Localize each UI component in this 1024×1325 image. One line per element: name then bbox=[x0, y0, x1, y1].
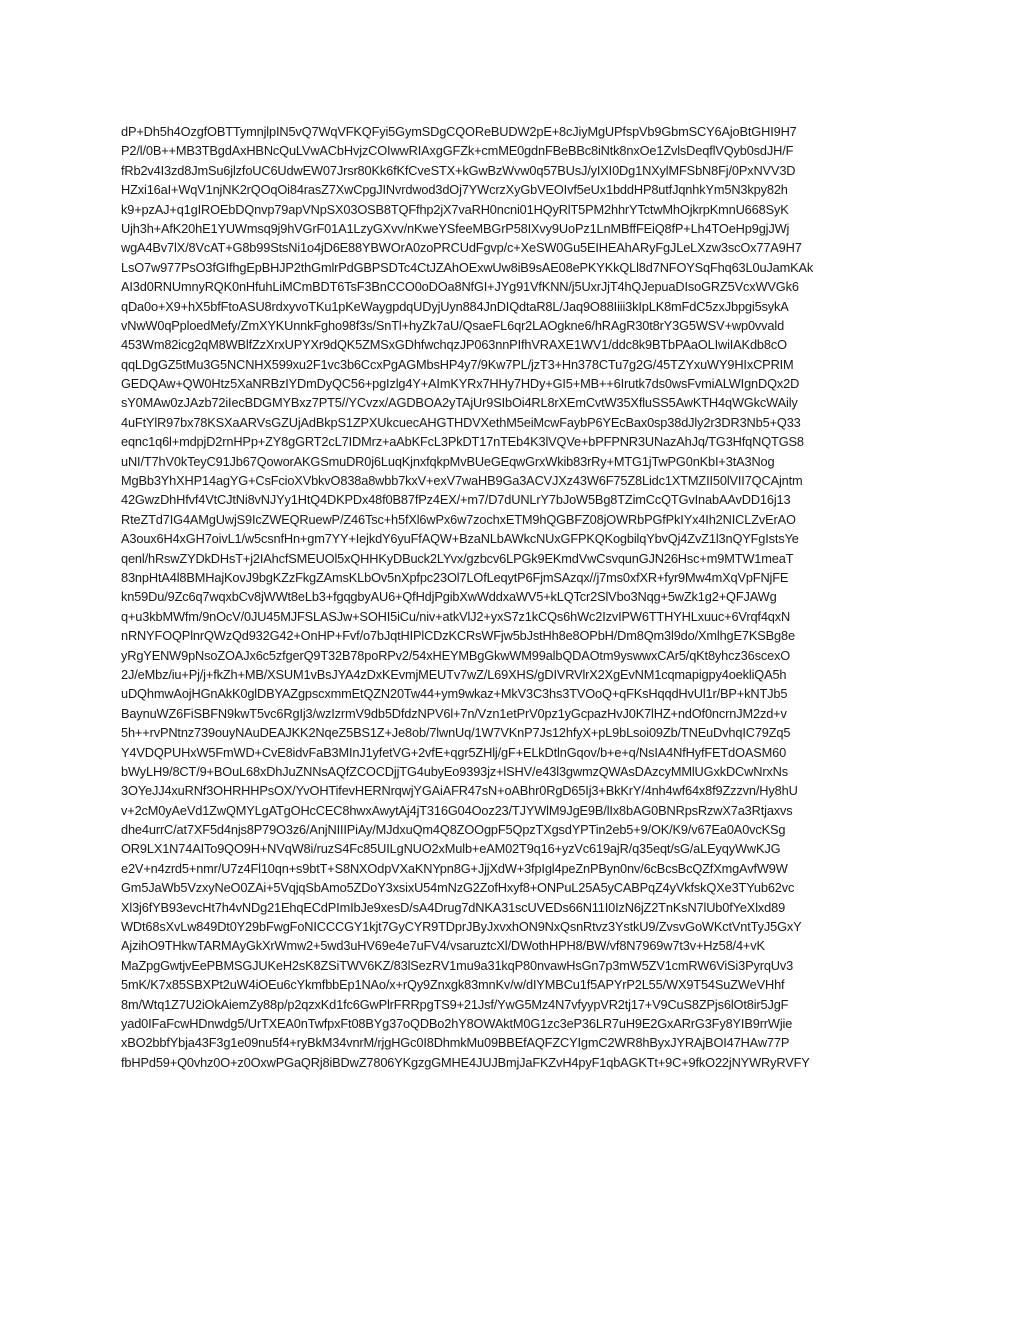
text-line: 2J/eMbz/iu+Pj/j+fkZh+MB/XSUM1vBsJYA4zDxKEvmjMEUTv7wZ/L69XHS/gDIVRVlrX2XgEvNM1cqmapigpy4oekliQA5h bbox=[121, 666, 787, 682]
text-line: q+u3kbMWfm/9nOcV/0JU45MJFSLASJw+SOHI5iCu/niv+atkVlJ2+yxS7z1kCQs6hWc2IzvIPW6TTHYHLxuuc+6Vrqf4qxN bbox=[121, 608, 791, 624]
text-line: MgBb3YhXHP14agYG+CsFcioXVbkvO838a8wbb7kxV+exV7waHB9Ga3ACVJXz43W6F75Z8Lidc1XTMZII50lVII7QCAjntm bbox=[121, 473, 803, 489]
text-line: AI3d0RNUmnyRQK0nHfuhLiMCmBDT6TsF3BnCCO0oDOa8NfGI+JYg91VfKNN/j5UxrJjT4hQJepuaDIsoGRZ5VcxWVGk6 bbox=[121, 279, 799, 295]
text-line: Ujh3h+AfK20hE1YUWmsq9j9hVGrF01A1LzyGXvv/nKweYSfeeMBGrP58IXvy9UoPz1LnMBffFEiQ8fP+Lh4TOeHp9gjJWj bbox=[121, 220, 790, 236]
text-line: MaZpgGwtjvEePBMSGJUKeH2sK8ZSiTWV6KZ/83lSezRV1mu9a31kqP80nvawHsGn7p3mW5ZV1cmRW6ViSi3PyrqUv3 bbox=[121, 957, 794, 973]
text-line: nRNYFOQPlnrQWzQd932G42+OnHP+Fvf/o7bJqtHIPlCDzKCRsWFjw5bJstHh8e8OPbH/Dm8Qm3l9do/XmlhgE7KSBg8e bbox=[121, 628, 795, 644]
text-line: Y4VDQPUHxW5FmWD+CvE8idvFaB3MInJ1yfetVG+2vfE+qgr5ZHlj/gF+ELkDtlnGqov/b+e+q/NsIA4NfHyfFETdOASM60 bbox=[121, 744, 787, 760]
text-line: qqLDgGZ5tMu3G5NCNHX599xu2F1vc3b6CcxPgAGMbsHP4y7/9Kw7PL/jzT3+Hn378CTu7g2G/45TZYxuWY9HIxCPRIM bbox=[121, 356, 794, 372]
text-line: OR9LX1N74AITo9QO9H+NVqW8i/ruzS4Fc85UILgNUO2xMulb+eAM02T9q16+yzVc619ajR/q35eqt/sG/aLEyqyWwKJG bbox=[121, 841, 781, 857]
text-line: dhe4urrC/at7XF5d4njs8P79O3z6/AnjNIIIPiAy/MJdxuQm4Q8ZOOgpF5QpzTXgsdYPTin2eb5+9/OK/K9/v67Ea0A0vcKSg bbox=[121, 822, 786, 838]
text-line: 4uFtYlR97bx78KSXaARVsGZUjAdBkpS1ZPXUkcuecAHGTHDVXethM5eiMcwFaybP6YEcBax0sp38dJly2r3DR3Nb5+Q33 bbox=[121, 414, 801, 430]
text-line: 5mK/K7x85SBXPt2uW4iOEu6cYkmfbbEp1NAo/x+rQy9Znxgk83mnKv/w/dIYMBCu1f5APYrP2L55/WX9T54SuZWeVHhf bbox=[121, 977, 785, 993]
text-line: e2V+n4zrd5+nmr/U7z4Fl10qn+s9btT+S8NXOdpVXaKNYpn8G+JjjXdW+3fpIgl4peZnPByn0nv/6cBcsBcQZfXmgAvfW9W bbox=[121, 860, 788, 876]
text-line: kn59Du/9Zc6q7wqxbCv8jWWt8eLb3+fgqgbyAU6+QfHdjPgibXwWddxaWV5+kLQTcr2SlVbo3Nqg+5wZk1g2+QFJAWg bbox=[121, 589, 777, 605]
text-line: RteZTd7IG4AMgUwjS9IcZWEQRuewP/Z46Tsc+h5fXl6wPx6w7zochxETM9hQGBFZ08jOWRbPGfPkIYx4Ih2NICLZvErAO bbox=[121, 511, 796, 527]
text-line: bWyLH9/8CT/9+BOuL68xDhJuZNNsAQfZCOCDjjTG4ubyEo9393jz+lSHV/e43l3gwmzQWAsDAzcyMMlUGxkDCwNrxNs bbox=[121, 763, 789, 779]
text-line: Gm5JaWb5VzxyNeO0ZAi+5VqjqSbAmo5ZDoY3xsixU54mNzG2ZofHxyf8+ONPuL25A5yCABPqZ4yVkfskQXe3TYub62vc bbox=[121, 880, 795, 896]
text-line: 83npHtA4l8BMHajKovJ9bgKZzFkgZAmsKLbOv5nXpfpc23Ol7LOfLeqytP6FjmSAzqx//j7ms0xfXR+fyr9Mw4mXqVpFNjFE bbox=[121, 569, 789, 585]
text-line: yRgYENW9pNsoZOAJx6c5zfgerQ9T32B78poRPv2/54xHEYMBgGkwWM99albQDAOtm9yswwxCAr5/qKt8yhcz36scexO bbox=[121, 647, 791, 663]
text-line: 3OYeJJ4xuRNf3OHRHHPsOX/YvOHTifevHERNrqwjYGAiAFR47sN+oABhr0RgD65Ij3+BkKrY/4nh4wf64x8f9Zzzvn/Hy8hU bbox=[121, 783, 798, 799]
base64-text-block bbox=[121, 122, 911, 1072]
text-line: uDQhmwAojHGnAkK0glDBYAZgpscxmmEtQZN20Tw44+ym9wkaz+MkV3C3hs3TVOoQ+qFKsHqqdHvUl1r/BP+kNTJb5 bbox=[121, 686, 788, 702]
text-line: A3oux6H4xGH7oivL1/w5csnfHn+gm7YY+IejkdY6yuFfAQW+BzaNLbAWkcNUxGFPKQKogbilqYbvQj4ZvZ1l3nQYFgIstsYe bbox=[121, 531, 799, 547]
text-line: sY0MAw0zJAzb72iIecBDGMYBxz7PT5//YCvzx/AGDBOA2yTAjUr9SIbOi4RL8rXEmCvtW35XfluSS5AwKTH4qWGkcWAily bbox=[121, 395, 798, 411]
text-line: eqnc1q6l+mdpjD2rnHPp+ZY8gGRT2cL7IDMrz+aAbKFcL3PkDT17nTEb4K3lVQVe+bPFPNR3UNazAhJq/TG3HfqNQTGS8 bbox=[121, 434, 804, 450]
text-line: fRb2v4I3zd8JmSu6jlzfoUC6UdwEW07Jrsr80Kk6fKfCveSTX+kGwBzWvw0q57BUsJ/yIXI0Dg1NXylMFSbN8Fj/0PxNVV3D bbox=[121, 162, 796, 178]
text-line: dP+Dh5h4OzgfOBTTymnjlpIN5vQ7WqVFKQFyi5GymSDgCQOReBUDW2pE+8cJiyMgUPfspVb9GbmSCY6AjoBtGHI9H7 bbox=[121, 124, 797, 139]
text-line: WDt68sXvLw849Dt0Y29bFwgFoNICCCGY1kjt7GyCYR9TDprJByJxvxhON9NxQsnRtvz3YstkU9/ZvsvGoWKctVntTyJ5GxY bbox=[121, 919, 802, 935]
text-line: BaynuWZ6FiSBFN9kwT5vc6RgIj3/wzIzrmV9db5DfdzNPV6l+7n/Vzn1etPrV0pz1yGcpazHvJ0K7lHZ+ndOf0ncrnJM2zd+v bbox=[121, 705, 787, 721]
text-line: HZxi16aI+WqV1njNK2rQOqOi84rasZ7XwCpgJINvrdwod3dOj7YWcrzXyGbVEOIvf5eUx1bddHP8utfJqnhkYm5N3kpy82h bbox=[121, 182, 788, 198]
text-line: v+2cM0yAeVd1ZwQMYLgATgOHcCEC8hwxAwytAj4jT316G04Ooz23/TJYWlM9JgE9B/lIx8bAG0BNRpsRzwX7a3Rtjaxvs bbox=[121, 802, 793, 818]
text-line: LsO7w977PsO3fGIfhgEpBHJP2thGmlrPdGBPSDTc4CtJZAhOExwUw8iB9sAE08ePKYKkQLl8d7NFOYSqFhq63L0uJamKAk bbox=[121, 259, 814, 275]
text-line: xBO2bbfYbja43F3g1e09nu5f4+ryBkM34vnrM/rjgHGc0I8DhmkMu09BBEfAQFZCYIgmC2WR8hByxJYRAjBOI47HAw77P bbox=[121, 1035, 790, 1051]
text-line: 42GwzDhHfvf4VtCJtNi8vNJYy1HtQ4DKPDx48f0B87fPz4EX/+m7/D7dUNLrY7bJoW5Bg8TZimCcQTGvInabAAvDD16j13 bbox=[121, 492, 791, 508]
text-line: 453Wm82icg2qM8WBlfZzXrxUPYXr9dQK5ZMSxGDhfwchqzJP063nnPIfhVRAXE1WV1/ddc8k9BTbPAaOLIwiIAKdb8cO bbox=[121, 337, 787, 353]
text-line: k9+pzAJ+q1gIROEbDQnvp79apVNpSX03OSB8TQFfhp2jX7vaRH0ncni01HQyRlT5PM2hhrYTctwMhOjkrpKmnU668SyK bbox=[121, 201, 789, 217]
text-line: vNwW0qPploedMefy/ZmXYKUnnkFgho98f3s/SnTl+hyZk7aU/QsaeFL6qr2LAOgkne6/hRAgR30t8rY3G5WSV+wp0vvald bbox=[121, 317, 785, 333]
text-line: fbHPd59+Q0vhz0O+z0OxwPGaQRj8iBDwZ7806YKgzgGMHE4JUJBmjJaFKZvH4pyF1qbAGKTt+9C+9fkO22jNYWRyRVFY bbox=[121, 1054, 810, 1070]
text-line: qDa0o+X9+hX5bfFtoASU8rdxyvoTKu1pKeWaygpdqUDyjUyn884JnDIQdtaR8L/Jaq9O88Iiii3kIpLK8mFdC5zxJbpgi5sykA bbox=[121, 298, 789, 314]
text-line: P2/l/0B++MB3TBgdAxHBNcQuLVwACbHvjzCOIwwRIAxgGFZk+cmME0gdnFBeBBc8iNtk8nxOe1ZvlsDeqflVQyb0sdJH/F bbox=[121, 143, 794, 159]
text-line: AjzihO9THkwTARMAyGkXrWmw2+5wd3uHV69e4e7uFV4/vsaruztcXl/DWothHPH8/BW/vf8N7969w7t3v+Hz58/4+vK bbox=[121, 938, 765, 954]
text-line: 8m/Wtq1Z7U2iOkAiemZy88p/p2qzxKd1fc6GwPlrFRRpgTS9+21Jsf/YwG5Mz4N7vfyypVR2tj17+V9CuS8ZPjs6lOt8ir5JgF bbox=[121, 996, 789, 1012]
text-line: qenl/hRswZYDkDHsT+j2IAhcfSMEUOl5xQHHKyDBuck2LYvx/gzbcv6LPGk9EKmdVwCsvqunGJN26Hsc+m9MTW1meaT bbox=[121, 550, 794, 566]
text-line: 5h++rvPNtnz739ouyNAuDEAJKK2NqeZ5BS1Z+Je8ob/7lwnUq/1W7VKnP7Js12hfyX+pL9bLsoi09Zb/TNEuDvhqIC79Zq5 bbox=[121, 725, 791, 741]
text-line: uNI/T7hV0kTeyC91Jb67QoworAKGSmuDR0j6LuqKjnxfqkpMvBUeGEqwGrxWkib83rRy+MTG1jTwPG0nKbI+3tA3Nog bbox=[121, 453, 775, 469]
text-line: wgA4Bv7lX/8VcAT+G8b99StsNi1o4jD6E88YBWOrA0zoPRCUdFgvp/c+XeSW0Gu5EIHEAhARyFgJLeLXzw3scOx77A9H7 bbox=[121, 240, 802, 256]
text-line: yad0IFaFcwHDnwdg5/UrTXEA0nTwfpxFt08BYg37oQDBo2hY8OWAktM0G1zc3eP36LR7uH9E2GxARrG3Fy8YIB9rrWjie bbox=[121, 1015, 793, 1031]
text-line: Xl3j6fYB93evcHt7h4vNDg21EhqECdPImIbJe9xesD/sA4Drug7dNKA31scUVEDs66N11I0IzN6jZ2TnKsN7lUb0fYeXlxd89 bbox=[121, 899, 786, 915]
text-line: GEDQAw+QW0Htz5XaNRBzIYDmDyQC56+pgIzlg4Y+AImKYRx7HHy7HDy+GI5+MB++6Irutk7ds0wsFvmiALWIgnDQx2D bbox=[121, 376, 800, 392]
